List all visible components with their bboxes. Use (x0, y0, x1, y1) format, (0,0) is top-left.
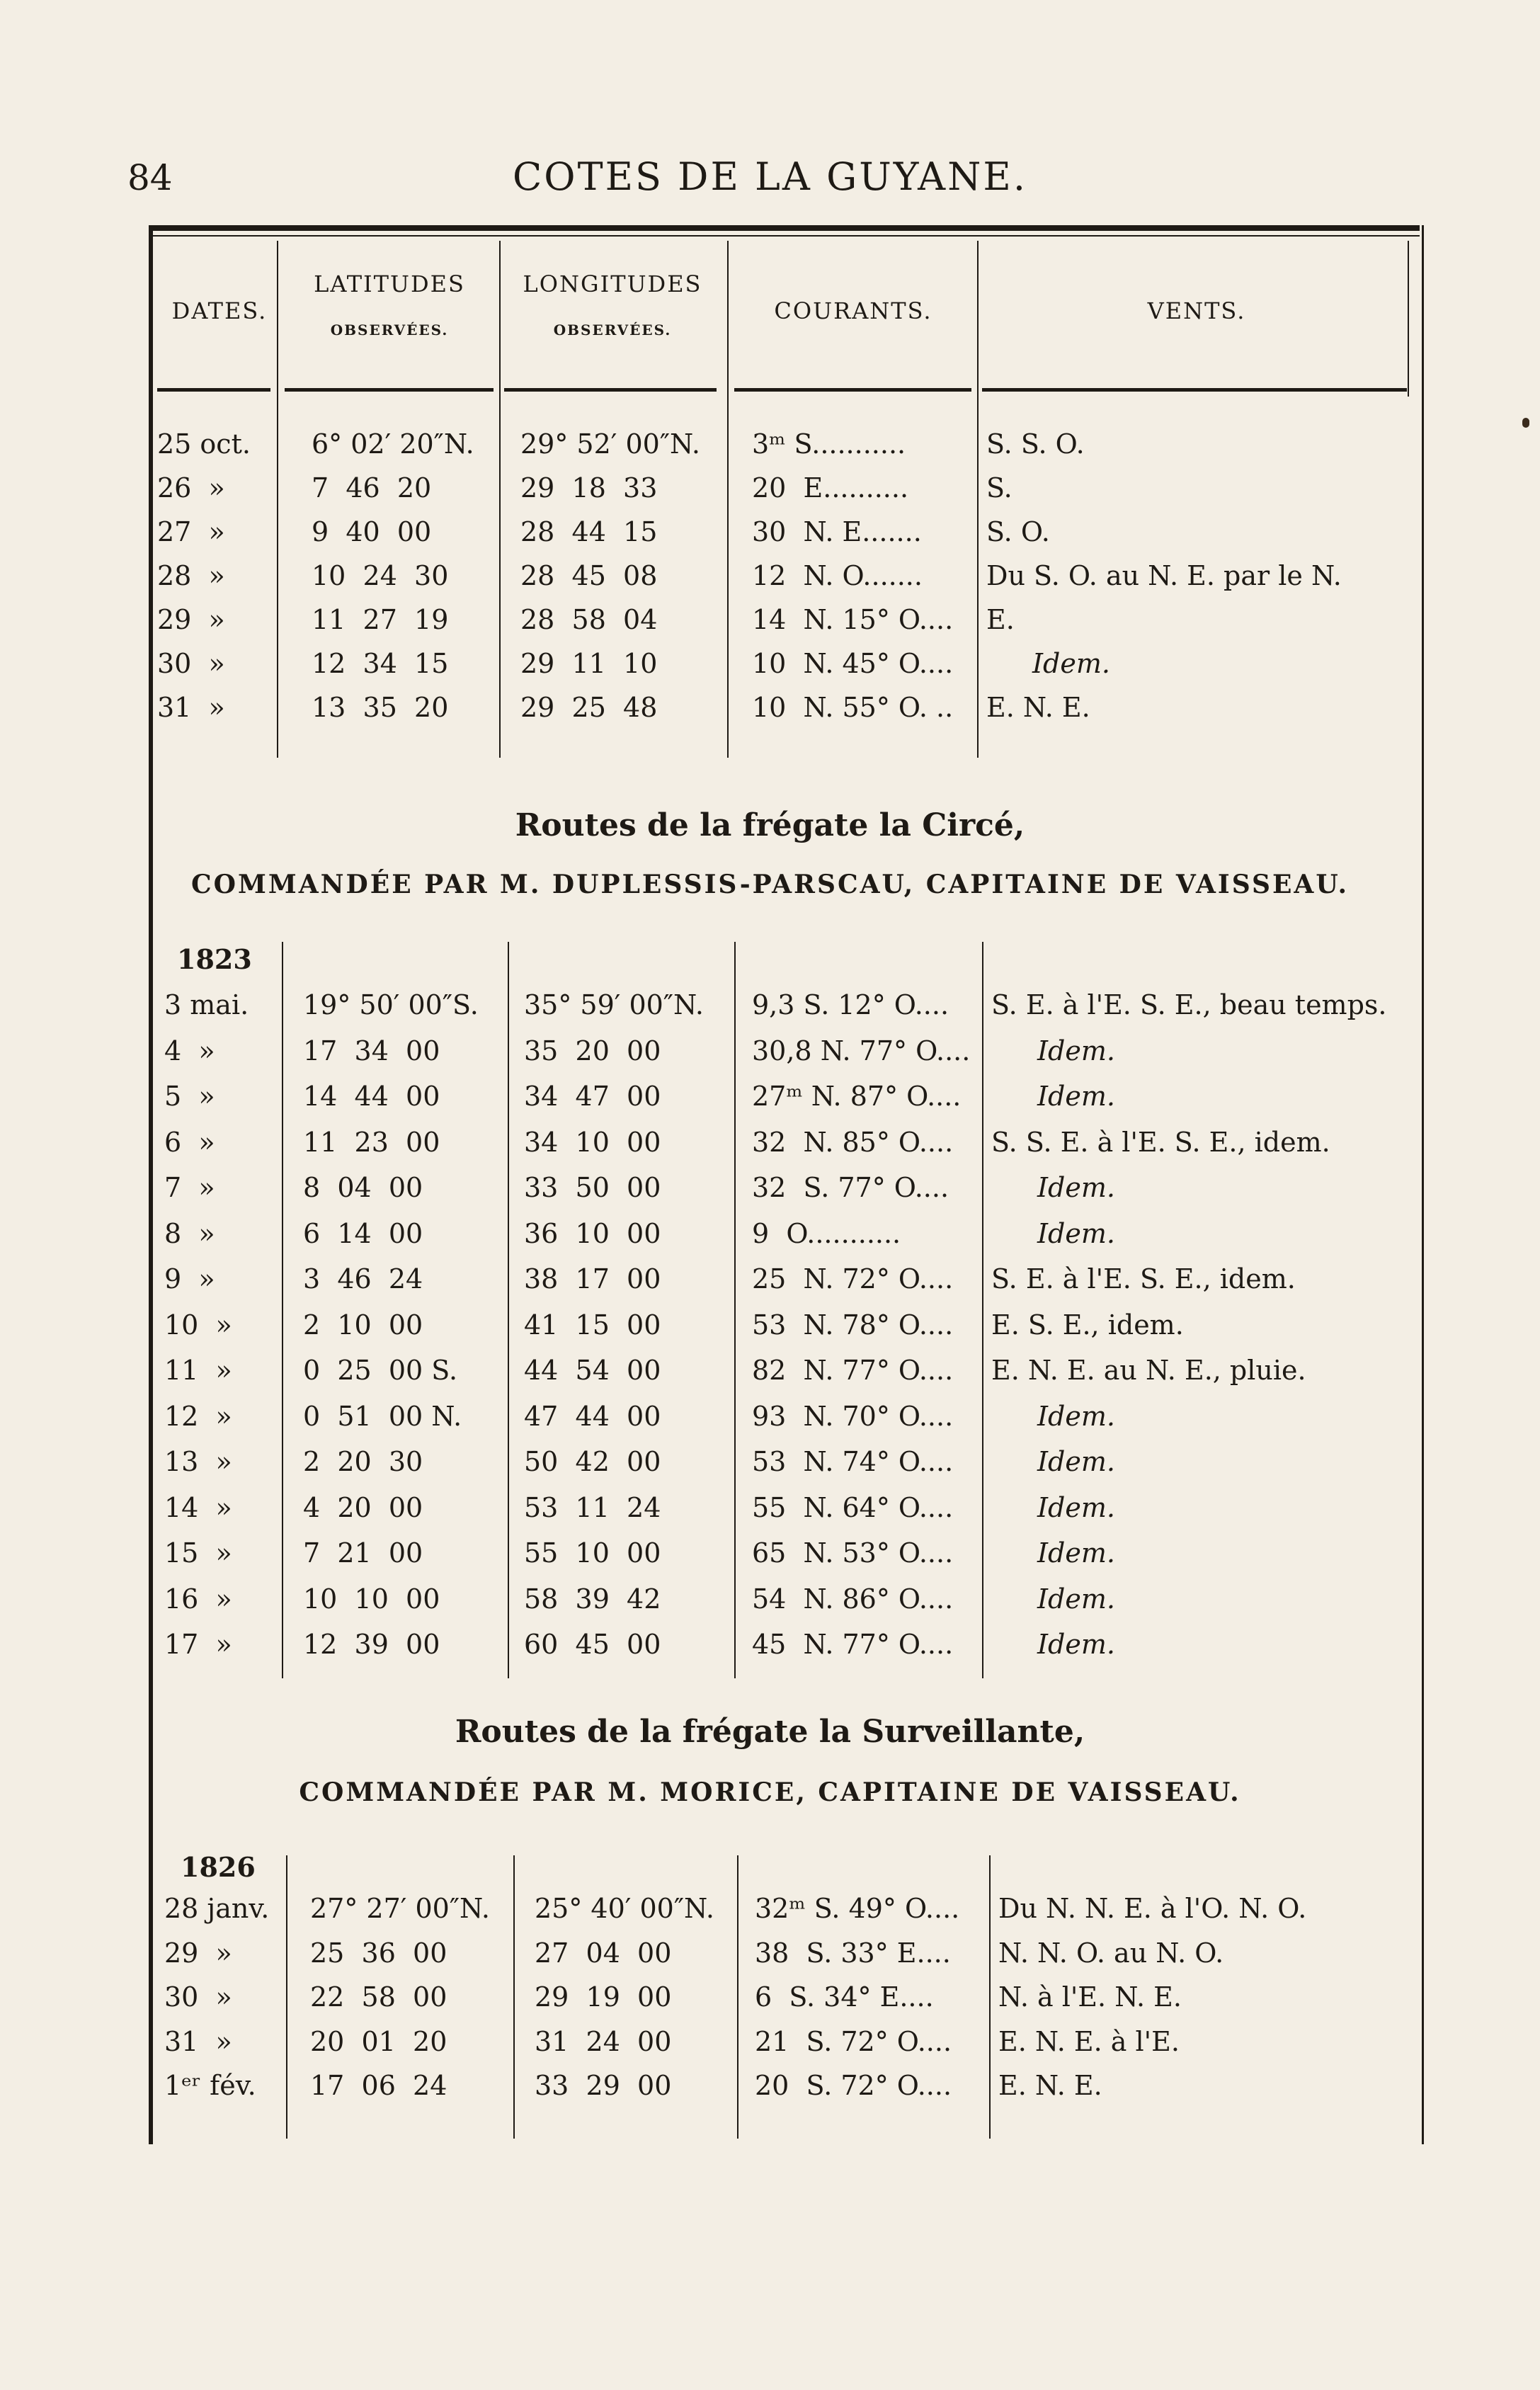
header-dates: DATES. (171, 297, 268, 324)
header-longitudes-label: LONGITUDES (523, 271, 702, 297)
date-cell: 28 » (157, 560, 225, 591)
courant-cell: 12 N. O....... (752, 560, 923, 591)
vent-cell: Idem. (1037, 1217, 1115, 1249)
latitude-cell: 7 21 00 (303, 1537, 423, 1569)
latitude-cell: 17 06 24 (310, 2070, 447, 2101)
longitude-cell: 35 20 00 (524, 1035, 661, 1066)
latitude-cell: 17 34 00 (303, 1035, 440, 1066)
vent-cell: Idem. (1037, 1629, 1115, 1660)
latitude-cell: 0 51 00 N. (303, 1400, 462, 1432)
longitude-cell: 50 42 00 (524, 1446, 661, 1477)
date-cell: 28 janv. (164, 1893, 270, 1924)
courant-cell: 20 E.......... (752, 472, 909, 503)
vent-cell: Idem. (1037, 1491, 1115, 1523)
date-cell: 9 » (164, 1263, 215, 1294)
courant-cell: 21 S. 72° O.... (755, 2025, 952, 2057)
header-rule (982, 388, 1407, 392)
top-rule (149, 225, 1420, 231)
column-line (513, 1855, 515, 2139)
section-3-title: Routes de la frégate la Surveillante, (455, 1714, 1085, 1750)
date-cell: 27 » (157, 516, 225, 547)
vent-cell: E. N. E. à l'E. (998, 2025, 1180, 2057)
courant-cell: 32 N. 85° O.... (752, 1126, 954, 1158)
courant-cell: 10 N. 55° O. .. (752, 692, 954, 723)
longitude-cell: 33 50 00 (524, 1172, 661, 1203)
date-cell: 15 » (164, 1537, 232, 1569)
latitude-cell: 14 44 00 (303, 1081, 440, 1112)
courant-cell: 93 N. 70° O.... (752, 1400, 954, 1432)
courant-cell: 20 S. 72° O.... (755, 2070, 952, 2101)
courant-cell: 32ᵐ S. 49° O.... (755, 1893, 960, 1924)
vent-cell: Idem. (1037, 1400, 1115, 1432)
date-cell: 8 » (164, 1217, 215, 1249)
longitude-cell: 55 10 00 (524, 1537, 661, 1569)
longitude-cell: 29 18 33 (520, 472, 658, 503)
column-line (982, 942, 983, 1678)
longitude-cell: 27 04 00 (535, 1937, 672, 1969)
latitude-cell: 3 46 24 (303, 1263, 423, 1294)
longitude-cell: 33 29 00 (535, 2070, 672, 2101)
longitude-cell: 29 25 48 (520, 692, 658, 723)
vent-cell: Du S. O. au N. E. par le N. (986, 560, 1342, 591)
vent-cell: Idem. (1037, 1035, 1115, 1066)
vent-cell: S. S. O. (986, 428, 1085, 460)
paper-stain (1522, 418, 1529, 428)
date-cell: 16 » (164, 1583, 232, 1615)
column-line (977, 241, 979, 758)
section-2-subtitle: COMMANDÉE PAR M. DUPLESSIS-PARSCAU, CAPITAINE DE VAISSEAU. (191, 870, 1349, 899)
date-cell: 13 » (164, 1446, 232, 1477)
vent-cell: S. E. à l'E. S. E., beau temps. (991, 989, 1387, 1020)
header-courants: COURANTS. (774, 297, 932, 324)
longitude-cell: 28 44 15 (520, 516, 658, 547)
section-3-subtitle: COMMANDÉE PAR M. MORICE, CAPITAINE DE VAISSEAU. (299, 1777, 1241, 1807)
section-2-title: Routes de la frégate la Circé, (515, 807, 1025, 843)
longitude-cell: 47 44 00 (524, 1400, 661, 1432)
latitude-cell: 27° 27′ 00″N. (310, 1893, 490, 1924)
date-cell: 29 » (164, 1937, 232, 1969)
date-cell: 3 mai. (164, 989, 249, 1020)
courant-cell: 45 N. 77° O.... (752, 1629, 954, 1660)
column-line (1408, 241, 1409, 397)
longitude-cell: 44 54 00 (524, 1355, 661, 1386)
header-rule (734, 388, 971, 392)
column-line (277, 241, 278, 758)
latitude-cell: 25 36 00 (310, 1937, 447, 1969)
header-vents: VENTS. (1147, 297, 1246, 324)
running-title: COTES DE LA GUYANE. (512, 154, 1028, 199)
date-cell: 10 » (164, 1309, 232, 1341)
courant-cell: 9,3 S. 12° O.... (752, 989, 949, 1020)
courant-cell: 25 N. 72° O.... (752, 1263, 954, 1294)
date-cell: 6 » (164, 1126, 215, 1158)
latitude-cell: 13 35 20 (312, 692, 449, 723)
latitude-cell: 6° 02′ 20″N. (312, 428, 474, 460)
latitude-cell: 2 10 00 (303, 1309, 423, 1341)
latitude-cell: 10 24 30 (312, 560, 449, 591)
latitude-cell: 0 25 00 S. (303, 1355, 458, 1386)
column-line (734, 942, 736, 1678)
longitude-cell: 34 47 00 (524, 1081, 661, 1112)
courant-cell: 10 N. 45° O.... (752, 648, 954, 679)
longitude-cell: 29 11 10 (520, 648, 658, 679)
latitude-cell: 12 34 15 (312, 648, 449, 679)
vent-cell: S. O. (986, 516, 1050, 547)
longitude-cell: 28 45 08 (520, 560, 658, 591)
longitude-cell: 29 19 00 (535, 1981, 672, 2013)
column-line (737, 1855, 738, 2139)
column-line (508, 942, 509, 1678)
date-cell: 31 » (157, 692, 225, 723)
vent-cell: S. (986, 472, 1013, 503)
page-number: 84 (127, 157, 173, 198)
vent-cell: Du N. N. E. à l'O. N. O. (998, 1893, 1307, 1924)
latitude-cell: 7 46 20 (312, 472, 432, 503)
vent-cell: Idem. (1037, 1081, 1115, 1112)
header-longitudes-sub: OBSERVÉES. (553, 321, 672, 338)
latitude-cell: 20 01 20 (310, 2025, 447, 2057)
longitude-cell: 38 17 00 (524, 1263, 661, 1294)
latitude-cell: 6 14 00 (303, 1217, 423, 1249)
column-line (286, 1855, 287, 2139)
courant-cell: 54 N. 86° O.... (752, 1583, 954, 1615)
latitude-cell: 4 20 00 (303, 1491, 423, 1523)
header-latitudes-label: LATITUDES (314, 271, 465, 297)
header-latitudes-sub: OBSERVÉES. (330, 321, 449, 338)
longitude-cell: 41 15 00 (524, 1309, 661, 1341)
longitude-cell: 60 45 00 (524, 1629, 661, 1660)
vent-cell: E. N. E. au N. E., pluie. (991, 1355, 1306, 1386)
header-rule (157, 388, 270, 392)
longitude-cell: 28 58 04 (520, 604, 658, 635)
header-rule (504, 388, 717, 392)
longitude-cell: 29° 52′ 00″N. (520, 428, 700, 460)
column-line (499, 241, 501, 758)
courant-cell: 32 S. 77° O.... (752, 1172, 949, 1203)
longitude-cell: 34 10 00 (524, 1126, 661, 1158)
latitude-cell: 22 58 00 (310, 1981, 447, 2013)
courant-cell: 6 S. 34° E.... (755, 1981, 934, 2013)
latitude-cell: 10 10 00 (303, 1583, 440, 1615)
courant-cell: 3ᵐ S........... (752, 428, 906, 460)
latitude-cell: 12 39 00 (303, 1629, 440, 1660)
latitude-cell: 19° 50′ 00″S. (303, 989, 479, 1020)
vent-cell: E. S. E., idem. (991, 1309, 1184, 1341)
section-2-year: 1823 (177, 943, 252, 975)
date-cell: 26 » (157, 472, 225, 503)
longitude-cell: 36 10 00 (524, 1217, 661, 1249)
courant-cell: 9 O........... (752, 1217, 901, 1249)
vent-cell: E. (986, 604, 1015, 635)
column-line (989, 1855, 991, 2139)
latitude-cell: 8 04 00 (303, 1172, 423, 1203)
vent-cell: E. N. E. (986, 692, 1090, 723)
courant-cell: 30 N. E....... (752, 516, 922, 547)
vent-cell: Idem. (1037, 1172, 1115, 1203)
header-longitudes (503, 271, 722, 338)
column-line (282, 942, 283, 1678)
courant-cell: 53 N. 74° O.... (752, 1446, 954, 1477)
section-3-year: 1826 (181, 1851, 256, 1883)
latitude-cell: 11 27 19 (312, 604, 449, 635)
vent-cell: N. à l'E. N. E. (998, 1981, 1182, 2013)
vent-cell: Idem. (1037, 1583, 1115, 1615)
date-cell: 5 » (164, 1081, 215, 1112)
courant-cell: 30,8 N. 77° O.... (752, 1035, 971, 1066)
vent-cell: N. N. O. au N. O. (998, 1937, 1224, 1969)
date-cell: 12 » (164, 1400, 232, 1432)
date-cell: 30 » (157, 648, 225, 679)
courant-cell: 82 N. 77° O.... (752, 1355, 954, 1386)
courant-cell: 65 N. 53° O.... (752, 1537, 954, 1569)
longitude-cell: 31 24 00 (535, 2025, 672, 2057)
vent-cell: S. E. à l'E. S. E., idem. (991, 1263, 1296, 1294)
courant-cell: 55 N. 64° O.... (752, 1491, 954, 1523)
vent-cell: Idem. (1037, 1537, 1115, 1569)
latitude-cell: 11 23 00 (303, 1126, 440, 1158)
longitude-cell: 53 11 24 (524, 1491, 661, 1523)
header-latitudes (283, 271, 496, 338)
vent-cell: Idem. (1032, 648, 1110, 679)
date-cell: 4 » (164, 1035, 215, 1066)
vent-cell: E. N. E. (998, 2070, 1102, 2101)
longitude-cell: 58 39 42 (524, 1583, 661, 1615)
latitude-cell: 2 20 30 (303, 1446, 423, 1477)
date-cell: 31 » (164, 2025, 232, 2057)
date-cell: 11 » (164, 1355, 232, 1386)
vent-cell: S. S. E. à l'E. S. E., idem. (991, 1126, 1330, 1158)
date-cell: 30 » (164, 1981, 232, 2013)
date-cell: 7 » (164, 1172, 215, 1203)
column-line (727, 241, 729, 758)
courant-cell: 53 N. 78° O.... (752, 1309, 954, 1341)
courant-cell: 27ᵐ N. 87° O.... (752, 1081, 962, 1112)
vent-cell: Idem. (1037, 1446, 1115, 1477)
courant-cell: 14 N. 15° O.... (752, 604, 954, 635)
date-cell: 17 » (164, 1629, 232, 1660)
longitude-cell: 25° 40′ 00″N. (535, 1893, 714, 1924)
longitude-cell: 35° 59′ 00″N. (524, 989, 704, 1020)
date-cell: 25 oct. (157, 428, 251, 460)
date-cell: 1ᵉʳ fév. (164, 2070, 256, 2101)
date-cell: 14 » (164, 1491, 232, 1523)
date-cell: 29 » (157, 604, 225, 635)
top-rule-thin (149, 235, 1420, 237)
courant-cell: 38 S. 33° E.... (755, 1937, 951, 1969)
latitude-cell: 9 40 00 (312, 516, 432, 547)
header-rule (285, 388, 494, 392)
